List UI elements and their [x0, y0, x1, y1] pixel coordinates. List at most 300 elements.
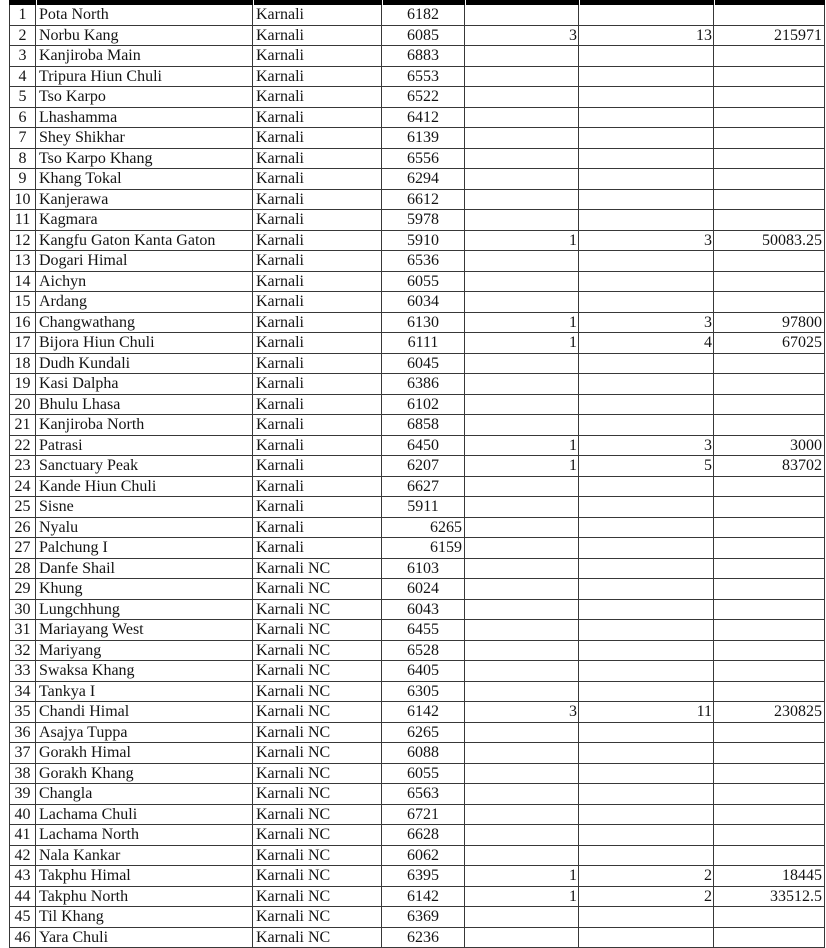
cell-elevation: 6721	[382, 805, 465, 826]
cell-members: 5	[579, 456, 714, 477]
cell-elevation: 6139	[382, 128, 465, 149]
cell-region: Karnali	[253, 149, 382, 170]
cell-peak-name: Kasi Dalpha	[36, 374, 253, 395]
cell-peak-name: Takphu North	[36, 887, 253, 908]
cell-amount	[714, 251, 825, 272]
table-row	[10, 887, 825, 908]
cell-members	[579, 518, 714, 539]
cell-amount	[714, 579, 825, 600]
cell-row-number: 26	[10, 518, 36, 539]
cell-peak-name: Changla	[36, 784, 253, 805]
cell-region: Karnali	[253, 251, 382, 272]
cell-row-number: 23	[10, 456, 36, 477]
cell-expeditions	[465, 87, 579, 108]
cell-members: 13	[579, 26, 714, 47]
cell-expeditions	[465, 518, 579, 539]
cell-row-number: 21	[10, 415, 36, 436]
cell-amount: 83702	[714, 456, 825, 477]
table-row	[10, 292, 825, 313]
cell-elevation: 6412	[382, 108, 465, 129]
cell-elevation: 6455	[382, 620, 465, 641]
cell-amount	[714, 210, 825, 231]
cell-region: Karnali NC	[253, 866, 382, 887]
cell-row-number: 4	[10, 67, 36, 88]
cell-expeditions	[465, 374, 579, 395]
cell-expeditions: 1	[465, 456, 579, 477]
cell-region: Karnali NC	[253, 641, 382, 662]
table-row	[10, 415, 825, 436]
cell-region: Karnali NC	[253, 579, 382, 600]
table-row	[10, 907, 825, 928]
cell-members	[579, 928, 714, 948]
cell-peak-name: Takphu Himal	[36, 866, 253, 887]
cell-elevation: 6294	[382, 169, 465, 190]
cell-elevation: 6034	[382, 292, 465, 313]
cell-expeditions	[465, 292, 579, 313]
cell-members	[579, 395, 714, 416]
table-row	[10, 866, 825, 887]
table-row	[10, 538, 825, 559]
cell-expeditions	[465, 723, 579, 744]
cell-expeditions	[465, 395, 579, 416]
cell-peak-name: Changwathang	[36, 313, 253, 334]
cell-peak-name: Kanjiroba Main	[36, 46, 253, 67]
cell-amount	[714, 108, 825, 129]
cell-region: Karnali	[253, 395, 382, 416]
table-row	[10, 682, 825, 703]
cell-amount: 97800	[714, 313, 825, 334]
cell-row-number: 39	[10, 784, 36, 805]
cell-peak-name: Mariayang West	[36, 620, 253, 641]
cell-amount	[714, 128, 825, 149]
cell-peak-name: Lungchhung	[36, 600, 253, 621]
table-row	[10, 477, 825, 498]
table-row	[10, 26, 825, 47]
cell-members	[579, 149, 714, 170]
cell-peak-name: Yara Chuli	[36, 928, 253, 948]
cell-members	[579, 374, 714, 395]
cell-members	[579, 5, 714, 26]
table-row	[10, 518, 825, 539]
table-row	[10, 764, 825, 785]
cell-amount	[714, 272, 825, 293]
cell-amount: 33512.5	[714, 887, 825, 908]
cell-row-number: 17	[10, 333, 36, 354]
cell-peak-name: Nala Kankar	[36, 846, 253, 867]
cell-peak-name: Nyalu	[36, 518, 253, 539]
cell-row-number: 18	[10, 354, 36, 375]
table-row	[10, 846, 825, 867]
cell-amount	[714, 846, 825, 867]
cell-region: Karnali NC	[253, 743, 382, 764]
cell-row-number: 13	[10, 251, 36, 272]
table-row	[10, 67, 825, 88]
table-row	[10, 600, 825, 621]
cell-peak-name: Til Khang	[36, 907, 253, 928]
cell-elevation: 6024	[382, 579, 465, 600]
cell-expeditions	[465, 764, 579, 785]
cell-amount	[714, 477, 825, 498]
cell-elevation: 6159	[382, 538, 465, 559]
cell-region: Karnali NC	[253, 723, 382, 744]
cell-elevation: 6236	[382, 928, 465, 948]
cell-amount	[714, 559, 825, 580]
table-row	[10, 395, 825, 416]
table-row	[10, 456, 825, 477]
cell-elevation: 6111	[382, 333, 465, 354]
cell-elevation: 6612	[382, 190, 465, 211]
table-row	[10, 805, 825, 826]
cell-region: Karnali NC	[253, 764, 382, 785]
cell-amount	[714, 415, 825, 436]
cell-peak-name: Khang Tokal	[36, 169, 253, 190]
cell-amount	[714, 354, 825, 375]
cell-peak-name: Tso Karpo Khang	[36, 149, 253, 170]
cell-peak-name: Gorakh Himal	[36, 743, 253, 764]
cell-members	[579, 846, 714, 867]
cell-elevation: 6369	[382, 907, 465, 928]
cell-expeditions	[465, 743, 579, 764]
cell-row-number: 5	[10, 87, 36, 108]
cell-expeditions	[465, 907, 579, 928]
cell-amount	[714, 67, 825, 88]
table-row	[10, 928, 825, 948]
cell-members	[579, 907, 714, 928]
cell-elevation: 6883	[382, 46, 465, 67]
cell-amount	[714, 518, 825, 539]
cell-peak-name: Bijora Hiun Chuli	[36, 333, 253, 354]
cell-row-number: 2	[10, 26, 36, 47]
cell-expeditions: 1	[465, 887, 579, 908]
cell-members	[579, 723, 714, 744]
cell-members	[579, 272, 714, 293]
cell-peak-name: Patrasi	[36, 436, 253, 457]
table-row	[10, 661, 825, 682]
cell-row-number: 16	[10, 313, 36, 334]
cell-row-number: 44	[10, 887, 36, 908]
cell-region: Karnali	[253, 333, 382, 354]
cell-region: Karnali	[253, 415, 382, 436]
cell-expeditions	[465, 5, 579, 26]
table-row	[10, 231, 825, 252]
cell-expeditions	[465, 415, 579, 436]
cell-row-number: 32	[10, 641, 36, 662]
cell-row-number: 9	[10, 169, 36, 190]
table-row	[10, 702, 825, 723]
cell-row-number: 24	[10, 477, 36, 498]
cell-elevation: 6142	[382, 702, 465, 723]
cell-expeditions	[465, 128, 579, 149]
cell-expeditions	[465, 497, 579, 518]
cell-elevation: 6062	[382, 846, 465, 867]
cell-row-number: 19	[10, 374, 36, 395]
cell-expeditions	[465, 169, 579, 190]
table-row	[10, 210, 825, 231]
cell-expeditions	[465, 108, 579, 129]
cell-region: Karnali	[253, 477, 382, 498]
cell-elevation: 6207	[382, 456, 465, 477]
cell-elevation: 6043	[382, 600, 465, 621]
cell-elevation: 6265	[382, 518, 465, 539]
cell-region: Karnali NC	[253, 825, 382, 846]
cell-row-number: 29	[10, 579, 36, 600]
cell-peak-name: Kangfu Gaton Kanta Gaton	[36, 231, 253, 252]
cell-elevation: 6553	[382, 67, 465, 88]
table-row	[10, 272, 825, 293]
cell-region: Karnali NC	[253, 846, 382, 867]
cell-expeditions	[465, 538, 579, 559]
cell-members	[579, 354, 714, 375]
cell-amount	[714, 538, 825, 559]
cell-row-number: 41	[10, 825, 36, 846]
cell-amount: 230825	[714, 702, 825, 723]
cell-amount: 50083.25	[714, 231, 825, 252]
cell-region: Karnali	[253, 497, 382, 518]
cell-members	[579, 497, 714, 518]
cell-peak-name: Pota North	[36, 5, 253, 26]
cell-elevation: 6055	[382, 272, 465, 293]
cell-peak-name: Gorakh Khang	[36, 764, 253, 785]
cell-region: Karnali NC	[253, 928, 382, 948]
cell-amount	[714, 620, 825, 641]
table-row	[10, 313, 825, 334]
cell-region: Karnali NC	[253, 559, 382, 580]
cell-peak-name: Lachama North	[36, 825, 253, 846]
cell-row-number: 40	[10, 805, 36, 826]
peaks-table-body	[9, 5, 825, 948]
cell-row-number: 36	[10, 723, 36, 744]
cell-row-number: 1	[10, 5, 36, 26]
cell-elevation: 6142	[382, 887, 465, 908]
cell-row-number: 14	[10, 272, 36, 293]
cell-region: Karnali	[253, 5, 382, 26]
cell-peak-name: Aichyn	[36, 272, 253, 293]
cell-amount	[714, 149, 825, 170]
cell-expeditions	[465, 46, 579, 67]
cell-row-number: 37	[10, 743, 36, 764]
cell-expeditions	[465, 272, 579, 293]
cell-region: Karnali NC	[253, 702, 382, 723]
cell-row-number: 30	[10, 600, 36, 621]
cell-amount	[714, 5, 825, 26]
cell-elevation: 6182	[382, 5, 465, 26]
cell-amount	[714, 743, 825, 764]
cell-members: 2	[579, 887, 714, 908]
cell-members	[579, 661, 714, 682]
cell-region: Karnali	[253, 354, 382, 375]
cell-region: Karnali	[253, 87, 382, 108]
cell-expeditions: 3	[465, 702, 579, 723]
table-row	[10, 743, 825, 764]
cell-elevation: 6628	[382, 825, 465, 846]
cell-peak-name: Tripura Hiun Chuli	[36, 67, 253, 88]
cell-region: Karnali	[253, 374, 382, 395]
cell-members	[579, 251, 714, 272]
cell-row-number: 33	[10, 661, 36, 682]
cell-amount	[714, 805, 825, 826]
cell-members	[579, 641, 714, 662]
cell-region: Karnali	[253, 436, 382, 457]
cell-row-number: 15	[10, 292, 36, 313]
table-row	[10, 333, 825, 354]
cell-amount	[714, 600, 825, 621]
cell-members	[579, 128, 714, 149]
cell-members	[579, 764, 714, 785]
cell-members	[579, 87, 714, 108]
cell-elevation: 6102	[382, 395, 465, 416]
cell-row-number: 34	[10, 682, 36, 703]
cell-elevation: 6386	[382, 374, 465, 395]
cell-expeditions	[465, 67, 579, 88]
cell-amount	[714, 46, 825, 67]
table-row	[10, 436, 825, 457]
table-row	[10, 374, 825, 395]
cell-amount	[714, 292, 825, 313]
cell-elevation: 6405	[382, 661, 465, 682]
cell-expeditions	[465, 149, 579, 170]
cell-region: Karnali	[253, 272, 382, 293]
cell-amount	[714, 641, 825, 662]
cell-elevation: 6563	[382, 784, 465, 805]
cell-members	[579, 415, 714, 436]
cell-region: Karnali NC	[253, 620, 382, 641]
cell-elevation: 6528	[382, 641, 465, 662]
cell-peak-name: Asajya Tuppa	[36, 723, 253, 744]
cell-row-number: 31	[10, 620, 36, 641]
cell-row-number: 11	[10, 210, 36, 231]
cell-elevation: 6305	[382, 682, 465, 703]
cell-region: Karnali	[253, 518, 382, 539]
cell-expeditions	[465, 620, 579, 641]
cell-elevation: 5978	[382, 210, 465, 231]
cell-row-number: 27	[10, 538, 36, 559]
cell-row-number: 8	[10, 149, 36, 170]
cell-members	[579, 67, 714, 88]
cell-row-number: 12	[10, 231, 36, 252]
cell-members	[579, 169, 714, 190]
cell-row-number: 42	[10, 846, 36, 867]
cell-region: Karnali	[253, 108, 382, 129]
cell-elevation: 6536	[382, 251, 465, 272]
cell-peak-name: Danfe Shail	[36, 559, 253, 580]
cell-row-number: 10	[10, 190, 36, 211]
cell-expeditions: 1	[465, 436, 579, 457]
peaks-table	[9, 0, 825, 948]
cell-row-number: 28	[10, 559, 36, 580]
cell-members	[579, 477, 714, 498]
cell-region: Karnali	[253, 26, 382, 47]
cell-elevation: 6450	[382, 436, 465, 457]
table-row	[10, 128, 825, 149]
cell-region: Karnali NC	[253, 907, 382, 928]
cell-expeditions	[465, 559, 579, 580]
table-row	[10, 169, 825, 190]
cell-expeditions	[465, 784, 579, 805]
cell-expeditions	[465, 928, 579, 948]
cell-peak-name: Bhulu Lhasa	[36, 395, 253, 416]
cell-peak-name: Tso Karpo	[36, 87, 253, 108]
cell-expeditions: 1	[465, 313, 579, 334]
cell-expeditions: 1	[465, 866, 579, 887]
cell-elevation: 6088	[382, 743, 465, 764]
cell-amount	[714, 190, 825, 211]
cell-region: Karnali NC	[253, 600, 382, 621]
cell-members	[579, 292, 714, 313]
cell-elevation: 6265	[382, 723, 465, 744]
cell-members: 2	[579, 866, 714, 887]
cell-amount: 18445	[714, 866, 825, 887]
table-row	[10, 190, 825, 211]
cell-amount	[714, 764, 825, 785]
cell-elevation: 6045	[382, 354, 465, 375]
cell-region: Karnali	[253, 313, 382, 334]
table-row	[10, 46, 825, 67]
cell-elevation: 6395	[382, 866, 465, 887]
cell-members: 3	[579, 313, 714, 334]
cell-expeditions	[465, 805, 579, 826]
cell-expeditions	[465, 825, 579, 846]
cell-peak-name: Sanctuary Peak	[36, 456, 253, 477]
cell-amount: 67025	[714, 333, 825, 354]
cell-members	[579, 805, 714, 826]
cell-amount	[714, 682, 825, 703]
cell-region: Karnali NC	[253, 805, 382, 826]
cell-amount	[714, 497, 825, 518]
cell-members	[579, 784, 714, 805]
table-row	[10, 620, 825, 641]
cell-region: Karnali	[253, 231, 382, 252]
cell-region: Karnali	[253, 292, 382, 313]
cell-amount	[714, 825, 825, 846]
cell-amount	[714, 169, 825, 190]
cell-expeditions: 3	[465, 26, 579, 47]
cell-row-number: 46	[10, 928, 36, 948]
table-row	[10, 497, 825, 518]
table-row	[10, 87, 825, 108]
cell-peak-name: Khung	[36, 579, 253, 600]
cell-elevation: 6556	[382, 149, 465, 170]
cell-region: Karnali	[253, 538, 382, 559]
cell-elevation: 5911	[382, 497, 465, 518]
cell-peak-name: Dogari Himal	[36, 251, 253, 272]
cell-amount	[714, 723, 825, 744]
table-row	[10, 579, 825, 600]
cell-expeditions	[465, 579, 579, 600]
cell-elevation: 6085	[382, 26, 465, 47]
cell-region: Karnali	[253, 456, 382, 477]
cell-members	[579, 538, 714, 559]
cell-peak-name: Swaksa Khang	[36, 661, 253, 682]
cell-row-number: 20	[10, 395, 36, 416]
cell-region: Karnali NC	[253, 661, 382, 682]
cell-amount	[714, 784, 825, 805]
table-row	[10, 825, 825, 846]
table-row	[10, 354, 825, 375]
cell-peak-name: Lachama Chuli	[36, 805, 253, 826]
cell-members	[579, 46, 714, 67]
table-row	[10, 641, 825, 662]
cell-amount: 3000	[714, 436, 825, 457]
cell-row-number: 6	[10, 108, 36, 129]
cell-members	[579, 743, 714, 764]
cell-members: 11	[579, 702, 714, 723]
cell-members	[579, 825, 714, 846]
cell-row-number: 7	[10, 128, 36, 149]
cell-expeditions	[465, 210, 579, 231]
cell-elevation: 6103	[382, 559, 465, 580]
cell-members: 4	[579, 333, 714, 354]
cell-amount	[714, 87, 825, 108]
